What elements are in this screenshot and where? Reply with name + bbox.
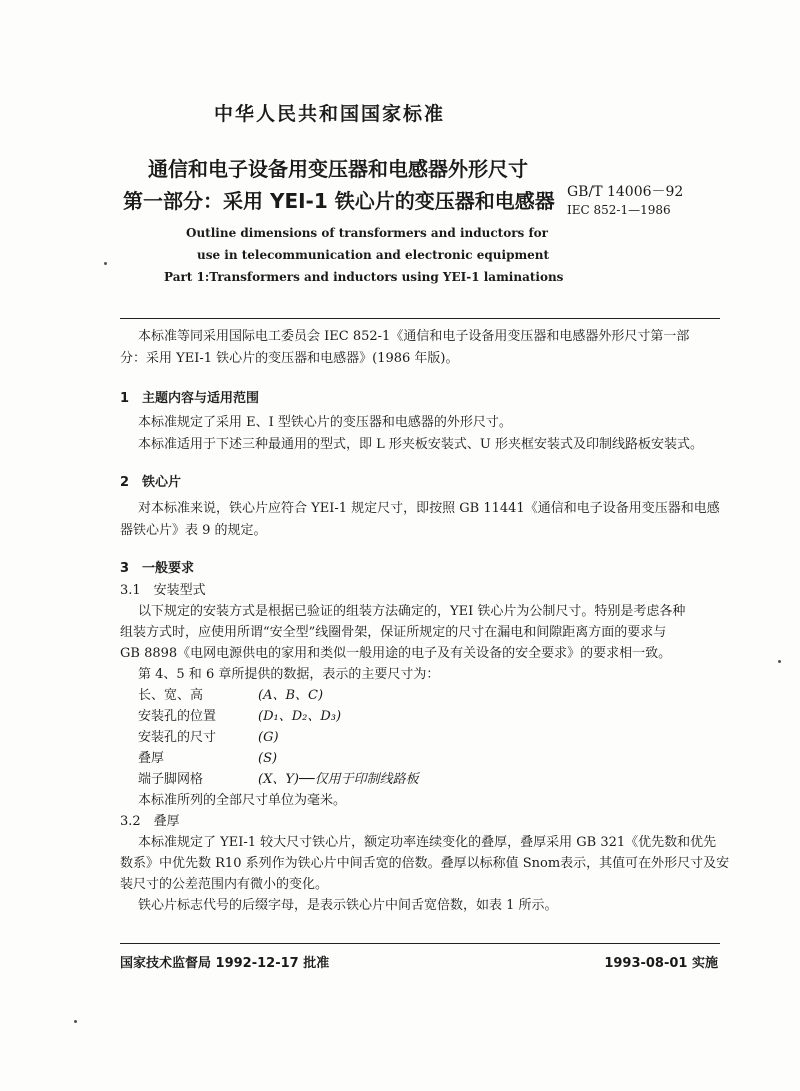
- dim-term: 安装孔的尺寸: [138, 730, 217, 745]
- section-1-para2: 本标准适用于下述三种最通用的型式，即 L 形夹板安装式、U 形夹框安装式及印制线路板安装式。: [138, 437, 703, 452]
- section-2-line1: 对本标准来说，铁心片应符合 YEI-1 规定尺寸，即按照 GB 11441《通信和电子设备用变压器和电感: [138, 501, 720, 516]
- dim-term: 端子脚网格: [138, 772, 204, 787]
- header-divider: [120, 318, 720, 319]
- section-3-2-line3: 装尺寸的公差范围内有微小的变化。: [120, 877, 329, 892]
- section-3-1-line5: 本标准所列的全部尺寸单位为毫米。: [138, 793, 347, 808]
- section-3-2-line4: 铁心片标志代号的后缀字母，是表示铁心片中间舌宽倍数，如表 1 所示。: [138, 898, 558, 913]
- section-3-1-line1: 以下规定的安装方式是根据已验证的组装方法确定的，YEI 铁心片为公制尺寸。特别是考虑各种: [138, 604, 686, 619]
- dim-symbol: (G): [258, 730, 279, 745]
- title-en-line2: use in telecommunication and electronic equipment: [197, 248, 550, 262]
- gb-standard-code: GB/T 14006－92: [567, 184, 684, 200]
- footer-divider: [120, 943, 720, 944]
- iec-standard-code: IEC 852-1—1986: [567, 203, 671, 217]
- scan-speck: [74, 1020, 77, 1023]
- section-1-para1: 本标准规定了采用 E、I 型铁心片的变压器和电感器的外形尺寸。: [138, 415, 512, 430]
- section-2-line2: 器铁心片》表 9 的规定。: [120, 523, 267, 538]
- title-cn-line2: 第一部分：采用 YEI-1 铁心片的变压器和电感器: [123, 189, 555, 213]
- section-3-1-heading: 3.1 安装型式: [120, 583, 206, 598]
- section-3-2-line1: 本标准规定了 YEI-1 较大尺寸铁心片，额定功率连续变化的叠厚，叠厚采用 GB 321《优先数和优先: [138, 835, 717, 850]
- dim-symbol: (D₁、D₂、D₃): [258, 709, 342, 724]
- section-3-1-line4: 第 4、5 和 6 章所提供的数据，表示的主要尺寸为：: [138, 667, 440, 682]
- scan-speck: [778, 660, 781, 663]
- title-en-line3: Part 1:Transformers and inductors using YEI-1 laminations: [164, 270, 564, 284]
- section-3-2-line2: 数系》中优先数 R10 系列作为铁心片中间舌宽的倍数。叠厚以标称值 Snom表示，其值可在外形尺寸及安: [120, 856, 730, 871]
- scan-speck: [104, 262, 107, 265]
- section-2-heading: 2 铁心片: [120, 475, 182, 490]
- dim-symbol: (A、B、C): [258, 688, 324, 703]
- dim-term: 安装孔的位置: [138, 709, 217, 724]
- effective-date: 1993-08-01 实施: [604, 956, 718, 971]
- dim-term: 叠厚: [138, 751, 165, 766]
- intro-line1: 本标准等同采用国际电工委员会 IEC 852-1《通信和电子设备用变压器和电感器外形尺寸第一部: [138, 329, 690, 344]
- dim-term: 长、宽、高: [138, 688, 204, 703]
- section-3-heading: 3 一般要求: [120, 561, 195, 576]
- title-en-line1: Outline dimensions of transformers and inductors for: [186, 226, 548, 240]
- section-3-2-heading: 3.2 叠厚: [120, 814, 180, 829]
- issue-date: 国家技术监督局 1992-12-17 批准: [120, 956, 330, 971]
- section-3-1-line3: GB 8898《电网电源供电的家用和类似一般用途的电子及有关设备的安全要求》的要求相一致。: [120, 646, 672, 661]
- section-3-1-line2: 组装方式时，应使用所谓“安全型”线圈骨架，保证所规定的尺寸在漏电和间隙距离方面的要求与: [120, 625, 667, 640]
- national-standard-label: 中华人民共和国国家标准: [214, 103, 446, 125]
- section-1-heading: 1 主题内容与适用范围: [120, 391, 260, 406]
- title-cn-line1: 通信和电子设备用变压器和电感器外形尺寸: [148, 157, 528, 181]
- intro-line2: 分：采用 YEI-1 铁心片的变压器和电感器》(1986 年版)。: [120, 351, 459, 366]
- dim-symbol: (S): [258, 751, 278, 766]
- dim-symbol: (X、Y)──仅用于印制线路板: [258, 772, 419, 787]
